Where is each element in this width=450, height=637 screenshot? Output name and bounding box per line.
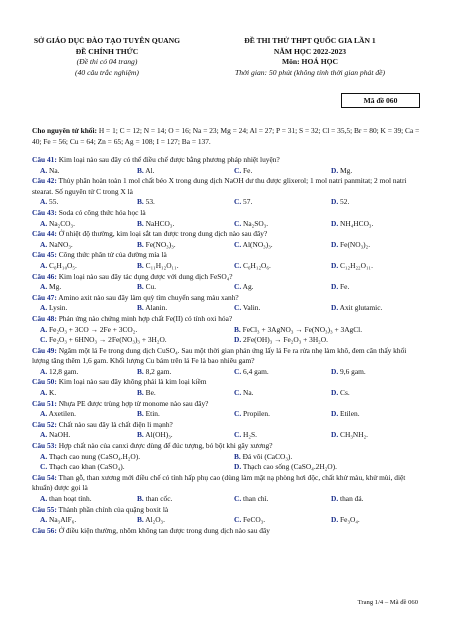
option-text: than chì. [243, 494, 269, 503]
option-text: 8,2 gam. [145, 366, 172, 376]
question-number: Câu 54: [32, 472, 57, 482]
answer-option [226, 282, 323, 293]
option-text: 55. [49, 197, 59, 207]
answer-option [129, 367, 226, 378]
answer-option [226, 261, 323, 272]
answer-option [32, 335, 226, 346]
option-letter: C. [234, 388, 242, 398]
option-text: Na₂SO₃. [243, 218, 269, 228]
question-text: Ngâm một lá Fe trong dung dịch CuSO₄. Sau một thời gian phản ứng lấy lá Fe ra rửa nhẹ làm khô, đem cân thấy khối lượng tăng thêm 1,6 gam. Khối lượng Cu bám trên lá Fe là bao nhiêu gam? [32, 345, 407, 366]
option-letter: B. [137, 282, 144, 292]
question-number: Câu 41: [32, 155, 57, 164]
option-text: Valin. [242, 303, 261, 313]
option-letter: C. [40, 462, 48, 472]
option-letter: C. [234, 494, 242, 503]
option-letter: B. [137, 260, 144, 270]
answer-option [323, 166, 420, 177]
option-text: Fe. [243, 165, 253, 175]
option-text: Etin. [145, 409, 160, 419]
question [32, 377, 420, 388]
option-text: K. [49, 388, 57, 398]
options-row [32, 367, 420, 378]
option-text: Na₃AlF₆. [49, 515, 77, 525]
question [32, 272, 420, 283]
question-count-note: (40 câu trắc nghiệm) [75, 67, 139, 77]
option-letter: B. [137, 366, 144, 376]
options-row [32, 430, 420, 441]
answer-option [32, 367, 129, 378]
options-row [32, 282, 420, 293]
option-text: 9,6 gam. [340, 366, 366, 376]
option-text: 53. [145, 197, 155, 207]
options-row [32, 388, 420, 399]
question-text: Ở nhiệt độ thường, kim loại sắt tan được trong dung dịch nào sau đây? [56, 229, 268, 239]
option-text: than cốc. [145, 494, 173, 503]
answer-option [226, 166, 323, 177]
option-text: Axit glutamic. [339, 303, 383, 313]
subject: Môn: HOÁ HỌC [281, 57, 339, 66]
options-row [32, 219, 420, 230]
option-text: Al. [145, 165, 155, 175]
question [32, 346, 420, 367]
option-letter: D. [234, 335, 242, 345]
question [32, 208, 420, 219]
option-letter: D. [331, 239, 339, 249]
option-letter: B. [137, 430, 144, 440]
answer-option [323, 303, 420, 314]
question-text: Công thức phân tử của đường mía là [56, 250, 167, 260]
option-text: 6,4 gam. [243, 366, 269, 376]
option-letter: D. [331, 165, 339, 175]
option-letter: A. [40, 409, 48, 419]
header-left [32, 36, 182, 78]
option-text: Ag. [242, 282, 254, 292]
option-text: Be. [145, 388, 156, 398]
answer-option [226, 430, 323, 441]
header-right [200, 36, 420, 78]
option-text: NaHCO₃. [145, 218, 175, 228]
option-letter: C. [234, 197, 242, 207]
answer-option [129, 219, 226, 230]
question-number: Câu 51: [32, 398, 57, 408]
question [32, 293, 420, 304]
answer-option [323, 367, 420, 378]
options-row [32, 240, 420, 251]
option-letter: D. [331, 260, 339, 270]
answer-option [32, 409, 129, 420]
option-letter: D. [331, 197, 339, 207]
option-text: Fe. [340, 282, 350, 292]
option-text: Lysin. [49, 303, 68, 313]
question [32, 526, 420, 537]
options-row [32, 409, 420, 420]
question-list [32, 155, 420, 536]
option-text: Na. [243, 388, 254, 398]
question [32, 176, 420, 197]
atomic-masses [32, 126, 420, 147]
question-text: Hợp chất nào của canxi được dùng để đúc tượng, bó bột khi gãy xương? [56, 441, 273, 451]
option-text: C₆H₁₀O₅. [49, 260, 77, 270]
option-text: Mg. [340, 165, 353, 175]
question-text: Kim loại nào sau đây không phải là kim loại kiềm [56, 377, 207, 387]
options-row [32, 462, 420, 473]
answer-option [226, 219, 323, 230]
option-letter: D. [331, 282, 339, 292]
answer-option [129, 430, 226, 441]
answer-option [323, 219, 420, 230]
option-text: Etilen. [340, 409, 360, 419]
option-letter: B. [137, 239, 144, 249]
exam-page [32, 36, 420, 535]
question-text: Thành phần chính của quặng boxit là [56, 504, 169, 514]
question [32, 441, 420, 452]
answer-option [32, 219, 129, 230]
question-text: Kim loại nào sau đây có thể điều chế được bằng phương pháp nhiệt luyện? [56, 155, 280, 164]
answer-option [32, 430, 129, 441]
option-text: FeCl₃ + 3AgNO₃ → Fe(NO₃)₃ + 3AgCl. [242, 324, 363, 334]
option-text: Thạch cao khan (CaSO₄). [48, 462, 125, 472]
time-limit: Thời gian: 50 phút (không tính thời gian phát đề) [234, 67, 386, 77]
option-letter: C. [234, 239, 242, 249]
option-letter: B. [137, 165, 144, 175]
option-letter: D. [331, 366, 339, 376]
option-letter: C. [234, 515, 242, 525]
answer-option [129, 388, 226, 399]
option-letter: B. [137, 494, 144, 503]
answer-option [323, 515, 420, 526]
answer-option [129, 282, 226, 293]
question [32, 505, 420, 516]
options-row [32, 335, 420, 346]
option-letter: C. [40, 335, 48, 345]
question-number: Câu 46: [32, 271, 57, 281]
option-text: Thạch cao nung (CaSO₄.H₂O). [48, 451, 141, 461]
exam-header [32, 36, 420, 78]
answer-option [226, 335, 420, 346]
answer-option [323, 430, 420, 441]
answer-option [226, 303, 323, 314]
option-letter: B. [234, 451, 241, 461]
option-text: NaOH. [49, 430, 71, 440]
answer-option [129, 515, 226, 526]
question [32, 155, 420, 166]
option-text: C₁₂H₂₂O₁₁. [340, 260, 373, 270]
option-text: 2Fe(OH)₃ → Fe₂O₃ + 3H₂O. [243, 335, 328, 345]
answer-option [32, 240, 129, 251]
options-row [32, 261, 420, 272]
answer-option [32, 261, 129, 272]
options-row [32, 515, 420, 526]
option-text: Cu. [145, 282, 157, 292]
answer-option [129, 494, 226, 505]
options-row [32, 494, 420, 505]
option-letter: D. [331, 218, 339, 228]
option-text: Cs. [340, 388, 350, 398]
option-letter: A. [40, 165, 48, 175]
question-text: Chất nào sau đây là chất điện li mạnh? [56, 419, 173, 429]
answer-option [323, 261, 420, 272]
option-text: C₆H₁₂O₆. [243, 260, 271, 270]
question-number: Câu 52: [32, 419, 57, 429]
option-text: Na. [49, 165, 60, 175]
answer-option [129, 409, 226, 420]
option-letter: C. [234, 165, 242, 175]
option-text: FeCO₃. [243, 515, 266, 525]
option-text: Fe₂O₃ + 3CO → 2Fe + 3CO₂. [49, 324, 138, 334]
option-text: Al₂O₃. [145, 515, 165, 525]
option-letter: A. [40, 324, 48, 334]
answer-option [129, 240, 226, 251]
option-letter: B. [137, 409, 144, 419]
option-letter: B. [137, 303, 144, 313]
option-letter: A. [40, 388, 48, 398]
option-letter: D. [331, 409, 339, 419]
option-text: Fe₂O₃ + 6HNO₃ → 2Fe(NO₃)₃ + 3H₂O. [49, 335, 167, 345]
question-text: Than gỗ, than xương mới điều chế có tính hấp phụ cao (dùng làm mặt nạ phòng hơi độc, chất khử màu, khử mùi, diệt khuẩn) được gọi là [32, 472, 406, 493]
question-text: Thủy phân hoàn toàn 1 mol chất béo X trong dung dịch NaOH dư thu được glixerol; 1 mol natri panmitat; 2 mol natri stearat. Số nguyên tử C trong X là [32, 176, 407, 196]
option-letter: B. [234, 324, 241, 334]
question [32, 314, 420, 325]
atomic-masses-text: H = 1; C = 12; N = 14; O = 16; Na = 23; Mg = 24; Al = 27; P = 31; S = 32; Cl = 35,5; Br = 80; K = 39; Ca = 40; Fe = 56; Cu = 64; Zn = 65; Ag = 108; I = 127; Ba = 137. [32, 126, 420, 146]
option-letter: B. [137, 388, 144, 398]
option-text: Al(OH)₃. [145, 430, 173, 440]
atomic-masses-label: Cho nguyên tử khối: [32, 126, 98, 135]
page-count-note: (Đề thi có 04 trang) [76, 57, 138, 66]
answer-option [226, 452, 420, 463]
option-text: than đá. [340, 494, 364, 503]
answer-option [32, 462, 226, 473]
question-text: Kim loại nào sau đây tác dụng được với dung dịch FeSO₄? [56, 271, 233, 281]
options-row [32, 325, 420, 336]
option-text: Fe(NO₃)₃. [145, 239, 176, 249]
options-row [32, 166, 420, 177]
answer-option [226, 494, 323, 505]
option-text: Mg. [49, 282, 62, 292]
option-letter: A. [40, 282, 48, 292]
option-text: Fe₃O₄. [340, 515, 360, 525]
option-letter: D. [331, 388, 339, 398]
answer-option [32, 388, 129, 399]
answer-option [129, 197, 226, 208]
answer-option [323, 282, 420, 293]
question-text: Soda có công thức hóa học là [56, 207, 146, 217]
option-letter: A. [40, 430, 48, 440]
option-letter: A. [40, 451, 48, 461]
options-row [32, 303, 420, 314]
answer-option [129, 261, 226, 272]
question-number: Câu 55: [32, 504, 57, 514]
answer-option [32, 452, 226, 463]
option-letter: B. [137, 515, 144, 525]
option-letter: A. [40, 366, 48, 376]
answer-option [226, 462, 420, 473]
option-text: Alanin. [145, 303, 168, 313]
option-text: Đá vôi (CaCO₃). [242, 451, 293, 461]
question-text: Ở điều kiện thường, nhôm không tan được trong dung dịch nào sau đây [56, 525, 270, 535]
question-number: Câu 45: [32, 250, 57, 260]
option-text: C₁₁H₁₂O₁₁. [145, 260, 179, 270]
option-letter: A. [40, 494, 48, 503]
option-text: Thạch cao sống (CaSO₄.2H₂O). [242, 462, 337, 472]
option-letter: B. [137, 218, 144, 228]
answer-option [226, 240, 323, 251]
answer-option [32, 325, 226, 336]
exam-title: ĐỀ THI THỬ THPT QUỐC GIA LẦN 1 [244, 36, 376, 45]
option-letter: D. [331, 515, 339, 525]
option-letter: D. [234, 462, 242, 472]
official-label: ĐỀ CHÍNH THỨC [75, 46, 139, 56]
answer-option [323, 409, 420, 420]
option-letter: A. [40, 197, 48, 207]
question-number: Câu 47: [32, 292, 57, 302]
answer-option [129, 166, 226, 177]
answer-option [226, 367, 323, 378]
question [32, 250, 420, 261]
question-number: Câu 56: [32, 525, 57, 535]
page-footer: Trang 1/4 – Mã đề 060 [357, 599, 418, 606]
option-letter: C. [234, 366, 242, 376]
school-year: NĂM HỌC 2022-2023 [273, 46, 347, 56]
options-row [32, 452, 420, 463]
option-text: H₂S. [243, 430, 257, 440]
answer-option [226, 325, 420, 336]
answer-option [323, 494, 420, 505]
answer-option [226, 388, 323, 399]
question-number: Câu 49: [32, 345, 57, 355]
question [32, 420, 420, 431]
option-letter: A. [40, 218, 48, 228]
answer-option [226, 515, 323, 526]
exam-code-box: Mã đề 060 [341, 93, 420, 108]
answer-option [32, 166, 129, 177]
option-letter: C. [234, 303, 242, 313]
question-number: Câu 48: [32, 313, 57, 323]
option-letter: A. [40, 239, 48, 249]
question-number: Câu 44: [32, 229, 57, 239]
department-name: SỞ GIÁO DỤC ĐÀO TẠO TUYÊN QUANG [33, 36, 181, 45]
option-letter: A. [40, 303, 48, 313]
answer-option [226, 409, 323, 420]
option-text: 52. [340, 197, 350, 207]
option-text: Na₂CO₃. [49, 218, 75, 228]
option-letter: B. [137, 197, 144, 207]
answer-option [226, 197, 323, 208]
answer-option [323, 240, 420, 251]
option-text: Axetilen. [48, 409, 76, 419]
option-text: Al(NO₃)₃. [242, 239, 273, 249]
option-letter: C. [234, 218, 242, 228]
option-letter: C. [234, 260, 242, 270]
question-text: Amino axit nào sau đây làm quỳ tím chuyển sang màu xanh? [56, 292, 239, 302]
question-number: Câu 53: [32, 441, 57, 451]
option-letter: C. [234, 409, 242, 419]
option-text: NH₄HCO₃. [340, 218, 374, 228]
option-text: than hoạt tính. [49, 494, 92, 503]
question-number: Câu 50: [32, 377, 57, 387]
answer-option [32, 515, 129, 526]
option-text: 12,8 gam. [49, 366, 79, 376]
question-number: Câu 42: [32, 176, 57, 186]
option-text: CH₃NH₂. [340, 430, 368, 440]
option-text: Propilen. [243, 409, 270, 419]
question-text: Phản ứng nào chứng minh hợp chất Fe(II) có tính oxi hóa? [56, 313, 233, 323]
option-letter: A. [40, 515, 48, 525]
answer-option [323, 197, 420, 208]
option-text: Fe(NO₃)₂. [340, 239, 371, 249]
option-letter: D. [331, 430, 339, 440]
question [32, 473, 420, 494]
answer-option [32, 494, 129, 505]
question-text: Nhựa PE được trùng hợp từ monome nào sau đây? [56, 398, 209, 408]
answer-option [32, 197, 129, 208]
answer-option [32, 282, 129, 293]
option-text: 57. [243, 197, 253, 207]
answer-option [32, 303, 129, 314]
option-letter: C. [234, 282, 242, 292]
option-letter: D. [331, 494, 339, 503]
option-text: NaNO₃. [49, 239, 73, 249]
option-letter: D. [331, 303, 339, 313]
answer-option [129, 303, 226, 314]
options-row [32, 197, 420, 208]
question [32, 229, 420, 240]
question [32, 399, 420, 410]
answer-option [323, 388, 420, 399]
option-letter: A. [40, 260, 48, 270]
option-letter: C. [234, 430, 242, 440]
question-number: Câu 43: [32, 207, 57, 217]
